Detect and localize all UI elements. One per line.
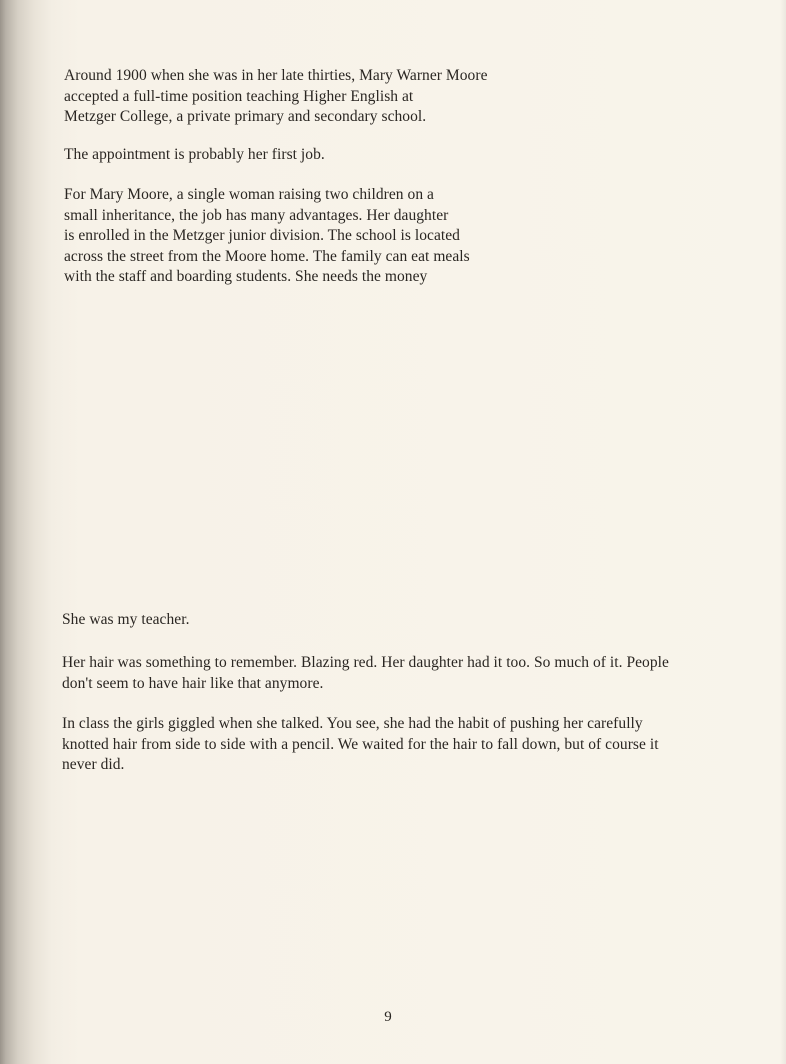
- paragraph-first-job: The appointment is probably her first job.: [64, 146, 325, 163]
- paragraph-class-giggles: In class the girls giggled when she talked. You see, she had the habit of pushing her carefully knotted hair from side to side with a pencil. We waited for the hair to fall down, but of course it never did.: [62, 715, 659, 773]
- paragraph-job-advantages: For Mary Moore, a single woman raising two children on a small inheritance, the job has many advantages. Her daughter is enrolled in the Metzger junior division. The school is located across the street from the Moore home. The family can eat meals with the staff and boarding students. She needs the money: [64, 186, 470, 285]
- paragraph-teaching-position: Around 1900 when she was in her late thirties, Mary Warner Moore accepted a full-time position teaching Higher English at Metzger College, a private primary and secondary school.: [64, 67, 488, 125]
- page-number: 9: [384, 1009, 392, 1025]
- paragraph-my-teacher: She was my teacher.: [62, 611, 190, 628]
- paragraph-hair: Her hair was something to remember. Blazing red. Her daughter had it too. So much of it. People don't seem to have hair like that anymore.: [62, 654, 669, 692]
